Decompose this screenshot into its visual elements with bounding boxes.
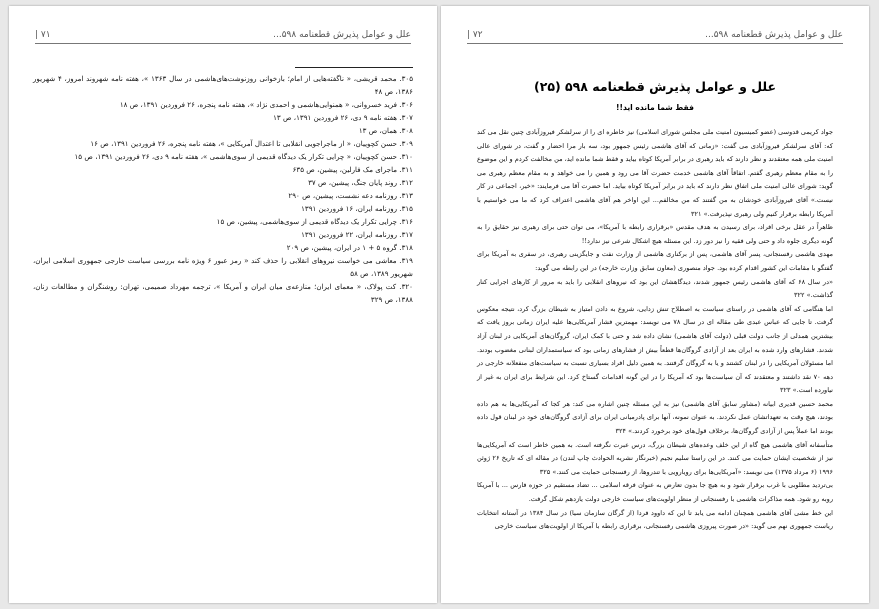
footnote: ۳۱۹. معاشی می خواست نیروهای انقلابی را حذف کند « رمز عبور ۶ ویژه نامه بررسی سیاست خارجی جمهوری اسلامی ایران، شهریور ۱۳۸۹، ص ۵۸ xyxy=(33,256,413,278)
right-running-title: علل و عوامل پذیرش قطعنامه ۵۹۸... xyxy=(705,30,843,40)
footnote-separator xyxy=(295,67,413,68)
paragraph: ظاهراً در عقل برخی افراد، برای رسیدن به هدف مقدس «برقراری رابطه با آمریکا»، می توان حتی برای رهبری نیز حقایق را به گونه دیگری جلوه داد و حتی ولی فقیه را نیز دور زد. این مسئله هیچ اشکال شرعی نیز ندارد!! xyxy=(477,223,833,245)
footnote: ۳۰۶. فرید خسروانی، « همنوایی‌هاشمی و احمدی نژاد »، هفته نامه پنجره، ۲۶ فروردین ۱۳۹۱، ص ۱۸ xyxy=(119,100,413,109)
body-text xyxy=(477,126,833,534)
footnote: ۳۱۸. گروه ۵ + ۱ در ایران، پیشین، ص ۲۰۹ xyxy=(286,243,413,252)
footnote: ۳۲۰. کت پولاک، « معمای ایران؛ منازعه‌ی میان ایران و آمریکا »، ترجمه مهرداد صمیمی، تهران: روشنگران و مطالعات زنان، ۱۳۸۸، ص ۳۲۹ xyxy=(33,282,413,304)
paragraph: محمد حسین قدیری ابیانه (مشاور سابق آقای هاشمی) نیز به این مسئله چنین اشاره می کند: هر کجا که آمریکایی‌ها به هم داده بودند، هیچ وقت به تعهداتشان عمل نکردند. به عنوان نمونه، آنها برای پادرمیانی ایران برای آزادی گروگان‌های خود در لبنان قول داده بودند اما عملاً پس از آزادی گروگان‌ها، برخلاف قول‌های خود برخورد کردند.» ۳۲۴ xyxy=(477,399,833,436)
left-page-header xyxy=(35,26,411,44)
paragraph: متأسفانه آقای هاشمی هیچ گاه از این خلف وعده‌های شیطان بزرگ، درس عبرت نگرفته است. به همین خاطر است که آمریکایی‌ها نیز از شخصیت ایشان حمایت می کنند. در این راستا سلیم نجیم (خبرنگار نشریه الحوادث چاپ لندن) در مقاله ای که تاریخ ۲۶ ژوئن ۱۹۹۶ (۶ مرداد ۱۳۷۵) می نویسد: «آمریکایی‌ها برای رویارویی با تندروها، از رفسنجانی حمایت می کنند.» ۳۲۵ xyxy=(477,440,833,476)
footnote: ۳۰۸. همان، ص ۱۳ xyxy=(358,126,413,135)
footnote: ۳۱۰. حسن کچوییان، « چرایی تکرار یک دیدگاه قدیمی از سوی‌هاشمی »، هفته نامه ۹ دی، ۲۶ فروردین ۱۳۹۱، ص ۱۵ xyxy=(74,152,413,161)
left-page xyxy=(9,6,437,603)
footnote: ۳۱۳. روزنامه دعه نشست، پیشین، ص ۲۹۰ xyxy=(288,191,413,200)
paragraph: «در سال ۶۸ که آقای هاشمی رئیس جمهور شدند، دیدگاهشان این بود که نیروهای انقلابی را باید به مرور از کارهای اجرایی کنار گذاشت.» ۳۲۲ xyxy=(477,277,833,300)
footnotes xyxy=(33,72,413,306)
footnote: ۳۱۶. چرایی تکرار یک دیدگاه قدیمی از سوی‌هاشمی، پیشین، ص ۱۵ xyxy=(216,217,413,226)
paragraph: بی‌تردید مطلوبی با غرب برقرار شود و به هیچ جا بدون تعارض به عنوان فرقه اسلامی ... تضاد مستقیم در حوزه فارس ... با آمریکا روبه رو شود. همه مذاکرات هاشمی با رفسنجانی از منظر اولویت‌های سیاست خارجی دولت یازدهم شکل گرفت. xyxy=(477,481,833,504)
paragraph: این خط مشی آقای هاشمی همچنان ادامه می یابد تا این که داوود فردا (از گرگان سازمان سیا) در سال ۱۳۸۴ در آستانه انتخابات ریاست جمهوری نهم می گوید: «در صورت پیروزی هاشمی رفسنجانی، برقراری رابطه با آمریکا از اولویت‌های سیاست خارجی xyxy=(477,508,834,531)
footnote: ۳۱۱. ماجرای مک فارلین، پیشین، ص ۶۳۵ xyxy=(292,165,413,174)
footnote: ۳۱۷. روزنامه ایران، ۲۲ فروردین ۱۳۹۱ xyxy=(301,230,413,239)
paragraph: اما هنگامی که آقای هاشمی در راستای سیاست به اصطلاح تنش زدایی، شروع به دادن امتیاز به شیطان بزرگ کرد، نتیجه معکوس گرفت. تا جایی که عباس عبدی طی مقاله ای در سال ۷۸ می نویسد: مهمترین فشار آمریکایی‌ها علیه ایران زمانی بروز یافت که بیشترین همدلی از جانب دولت قبلی (دولت آقای هاشمی) نشان داده شد و حتی با کمک ایران، گروگان‌های آمریکایی در لبنان آزاد شدند. فشارهای وارد شده به ایران بعد از آزادی گروگان‌ها قطعاً بیش از فشارهای زمانی بود که سیاستمداران لبنانی مغضوب بودند. اما مسئولان آمریکایی را در لبنان کشتند و یا به گروگان گرفتند. به همین دلیل افراد بسیاری نسبت به سیاست‌های منفعلانه خارجی در دهه ۷۰ نقد داشتند و معتقدند که آن سیاست‌ها بود که آمریکا را در این گونه اقدامات گستاخ کرد. این شرایط برای ایران به غیر از نیاورده است.» ۳۲۳ xyxy=(477,304,833,395)
footnote: ۳۰۹. حسن کچوییان، « از ماجراجویی انقلابی تا اعتدال آمریکایی »، هفته نامه پنجره، ۲۶ فروردین ۱۳۹۱، ص ۱۶ xyxy=(90,139,413,148)
paragraph: جواد کریمی قدوسی (عضو کمیسیون امنیت ملی مجلس شورای اسلامی) نیز خاطره ای را از سرلشکر فیروزآبادی چنین نقل می کند که: آقای سرلشکر فیروزآبادی می گفت: «زمانی که آقای هاشمی رئیس جمهور بود، سه بار مرا احضار و گفت، در شورای عالی امنیت ملی همه معتقدند و نظر دارند که باید رهبری در برابر آمریکا کوتاه بیاید و فقط شما مانده اید، من مخالفت کردم و این موضوع را به مقام معظم رهبری گفتم. اتفاقاً آقای هاشمی خدمت حضرت آقا می رود و همین را می خواهد و به مقام معظم رهبری می گوید: شورای عالی امنیت ملی اتفاق نظر دارند که باید در برابر آمریکا کوتاه بیاید. اما حضرت آقا می فرمایند: «خیر، اجماعی در کار نیست.» آقای فیروزآبادی خودشان به من گفتند که من مخالفم... این اواخر هم آقای هاشمی اعتراف کرد که ما می خواستیم با آمریکا رابطه برقرار کنیم ولی رهبری نپذیرفت.» ۳۲۱ xyxy=(477,128,833,218)
left-running-title: علل و عوامل پذیرش قطعنامه ۵۹۸... xyxy=(273,30,411,40)
footnote: ۳۱۲. روند پایان جنگ، پیشین، ص ۳۷ xyxy=(308,178,413,187)
left-page-number: | ۷۱ xyxy=(35,30,51,40)
chapter-title: علل و عوامل پذیرش قطعنامه ۵۹۸ (۲۵) xyxy=(533,79,776,94)
footnote: ۳۰۷. هفته نامه ۹ دی، ۲۶ فروردین ۱۳۹۱، ص ۱۳ xyxy=(273,113,413,122)
right-page-number: | ۷۲ xyxy=(467,30,483,40)
footnote: ۳۰۵. محمد قریشی، « ناگفته‌هایی از امام؛ بازخوانی روزنوشت‌های‌هاشمی در سال ۱۳۶۳ »، هفته نامه شهروند امروز، ۴ شهریور ۱۳۸۶، ص ۴۸ xyxy=(33,74,414,96)
right-page-header xyxy=(467,26,843,44)
paragraph: مهدی هاشمی رفسنجانی، پسر آقای هاشمی، پس از برکناری هاشمی از وزارت نفت و جایگزینی رهبری، در سفری به آمریکا برای گفتگو با مقامات این کشور اقدام کرده بود. جواد منصوری (معاون سابق وزارت خارجه) در این رابطه می گوید: xyxy=(477,250,833,272)
chapter-subtitle: فقط شما مانده اید!! xyxy=(616,103,694,112)
footnote: ۳۱۵. روزنامه ایران، ۱۶ فروردین ۱۳۹۱ xyxy=(301,204,413,213)
right-page xyxy=(441,6,869,603)
